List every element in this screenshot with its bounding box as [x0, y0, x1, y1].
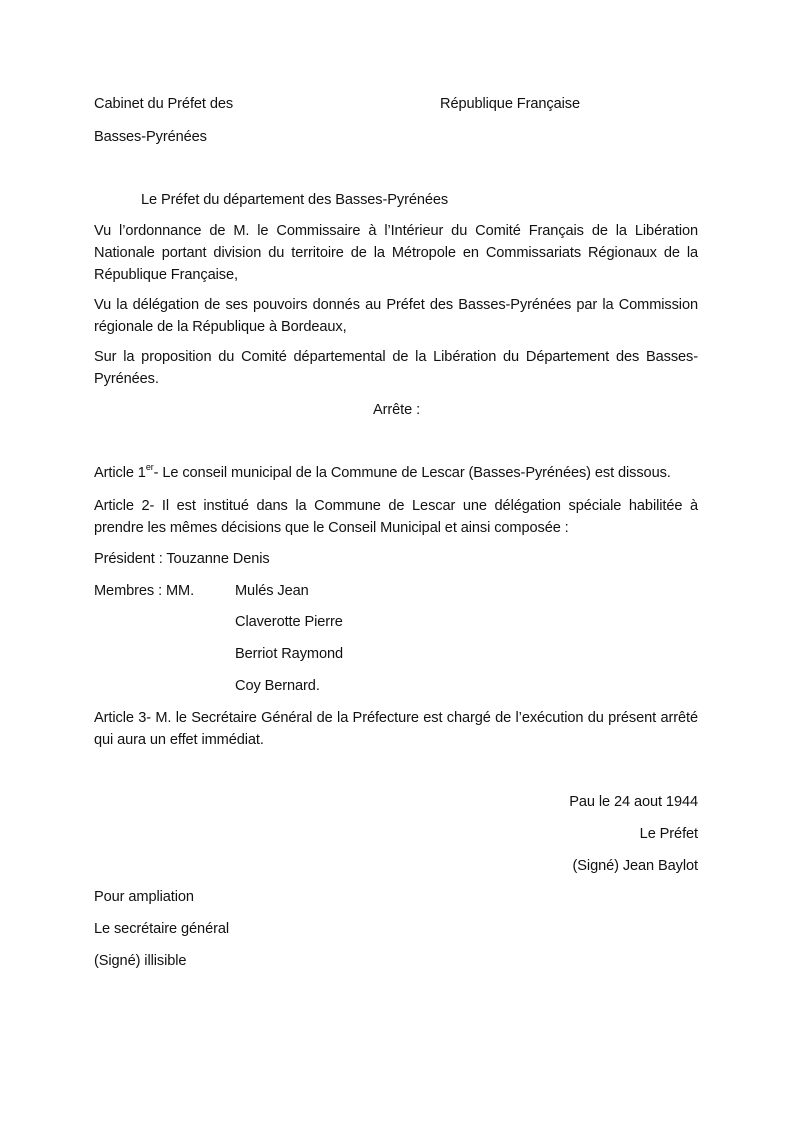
- member-name: Coy Bernard.: [235, 678, 320, 694]
- cabinet-line-2: Basses-Pyrénées: [94, 129, 207, 145]
- prefet-title: Le Préfet du département des Basses-Pyrénées: [141, 192, 449, 208]
- article-1: [94, 462, 671, 484]
- member-name: Mulés Jean: [235, 583, 309, 599]
- republique-francaise: République Française: [440, 96, 580, 112]
- ampliation-line-2: Le secrétaire général: [94, 921, 230, 937]
- ampliation-line-1: Pour ampliation: [94, 889, 194, 905]
- vu-delegation-paragraph: Vu la délégation de ses pouvoirs donnés au Préfet des Basses-Pyrénées par la Commission régionale de la République à Bordeaux,: [94, 297, 698, 335]
- vu-ordonnance-paragraph: Vu l’ordonnance de M. le Commissaire à l’Intérieur du Comité Français de la Libération Nationale portant division du territoire de la Métropole en Commissariats Régionaux de la République Française,: [94, 223, 698, 283]
- signature-signed: (Signé) Jean Baylot: [572, 858, 698, 874]
- member-name: Berriot Raymond: [235, 646, 343, 662]
- membres-label: Membres : MM.: [94, 583, 195, 599]
- sur-proposition-paragraph: Sur la proposition du Comité départemental de la Libération du Département des Basses-Pyrénées.: [94, 349, 698, 387]
- article-1-text: - Le conseil municipal de la Commune de Lescar (Basses-Pyrénées) est dissous.: [153, 465, 671, 481]
- article-1-superscript: er: [145, 462, 154, 473]
- article-3-paragraph: Article 3- M. le Secrétaire Général de la Préfecture est chargé de l’exécution du présent arrêté qui aura un effet immédiat.: [94, 710, 698, 748]
- ampliation-line-3: (Signé) illisible: [94, 953, 187, 969]
- signature-title: Le Préfet: [639, 826, 698, 842]
- article-1-prefix: Article 1: [94, 465, 146, 481]
- signature-date: Pau le 24 aout 1944: [569, 794, 698, 810]
- member-name: Claverotte Pierre: [235, 614, 343, 630]
- cabinet-line-1: Cabinet du Préfet des: [94, 96, 234, 112]
- article-2-paragraph: Article 2- Il est institué dans la Commune de Lescar une délégation spéciale habilitée à prendre les mêmes décisions que le Conseil Municipal et ainsi composée :: [94, 498, 698, 536]
- president-line: Président : Touzanne Denis: [94, 551, 270, 567]
- arrete-heading: Arrête :: [372, 402, 421, 418]
